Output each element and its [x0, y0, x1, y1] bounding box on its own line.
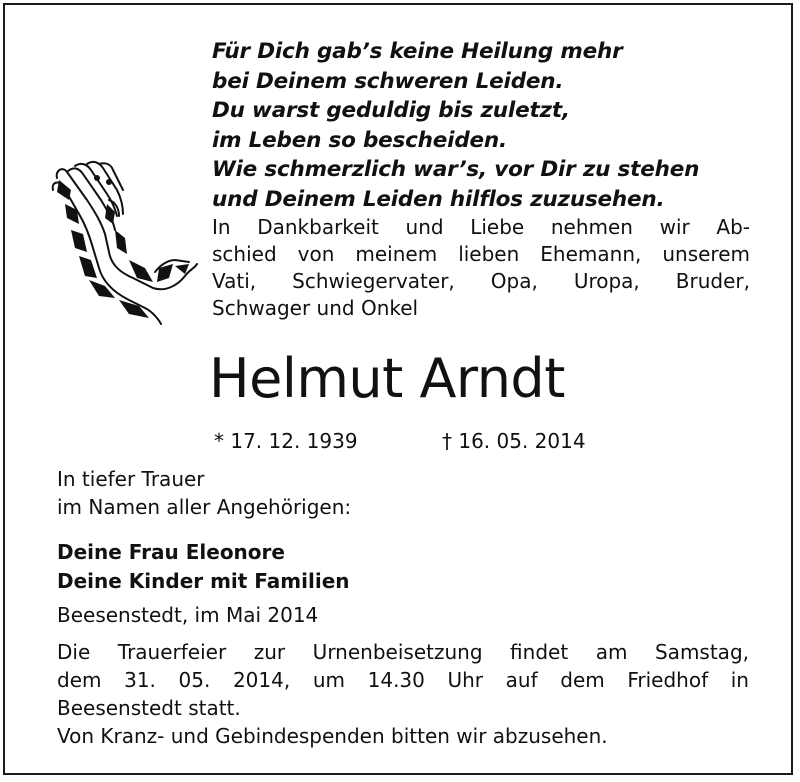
deceased-name: Helmut Arndt [209, 347, 565, 410]
mourners-line: In tiefer Trauer [57, 467, 205, 491]
poem-line: bei Deinem schweren Leiden. [212, 68, 564, 94]
funeral-line: Von Kranz- und Gebindespenden bitten wir abzusehen. [57, 724, 608, 748]
poem-line: Du warst geduldig bis zuletzt, [212, 98, 570, 123]
birth-date: * 17. 12. 1939 [214, 429, 358, 453]
place-date: Beesenstedt, im Mai 2014 [57, 603, 319, 627]
funeral-line: Beesenstedt statt. [57, 696, 241, 720]
death-date: † 16. 05. 2014 [442, 429, 586, 453]
poem-line: und Deinem Leiden hilflos zuzusehen. [212, 186, 665, 212]
intro-line: Schwager und Onkel [212, 296, 419, 320]
intro-line: In Dankbarkeit und Liebe nehmen wir Ab- [212, 215, 750, 239]
poem-line: Wie schmerzlich war’s, vor Dir zu stehen [212, 157, 700, 182]
intro-line: schied von meinem lieben Ehemann, unserem [212, 242, 750, 266]
intro-line: Vati, Schwiegervater, Opa, Uropa, Bruder, [212, 269, 750, 293]
poem [212, 37, 772, 214]
poem-line: im Leben so bescheiden. [212, 127, 507, 153]
family-line: Deine Frau Eleonore [57, 540, 285, 564]
mourners-line: im Namen aller Angehörigen: [57, 495, 352, 519]
obituary-notice [3, 3, 793, 775]
family-line: Deine Kinder mit Familien [57, 569, 350, 593]
family-signatures [57, 538, 617, 596]
praying-hands-icon [49, 160, 199, 325]
intro-text [212, 214, 750, 322]
mourners-intro [57, 465, 617, 521]
funeral-line: Die Trauerfeier zur Urnenbeisetzung findet am Samstag, [57, 640, 749, 664]
funeral-info [57, 638, 749, 750]
funeral-line: dem 31. 05. 2014, um 14.30 Uhr auf dem Friedhof in [57, 668, 749, 692]
poem-line: Für Dich gab’s keine Heilung mehr [212, 39, 623, 64]
life-dates [214, 426, 774, 456]
